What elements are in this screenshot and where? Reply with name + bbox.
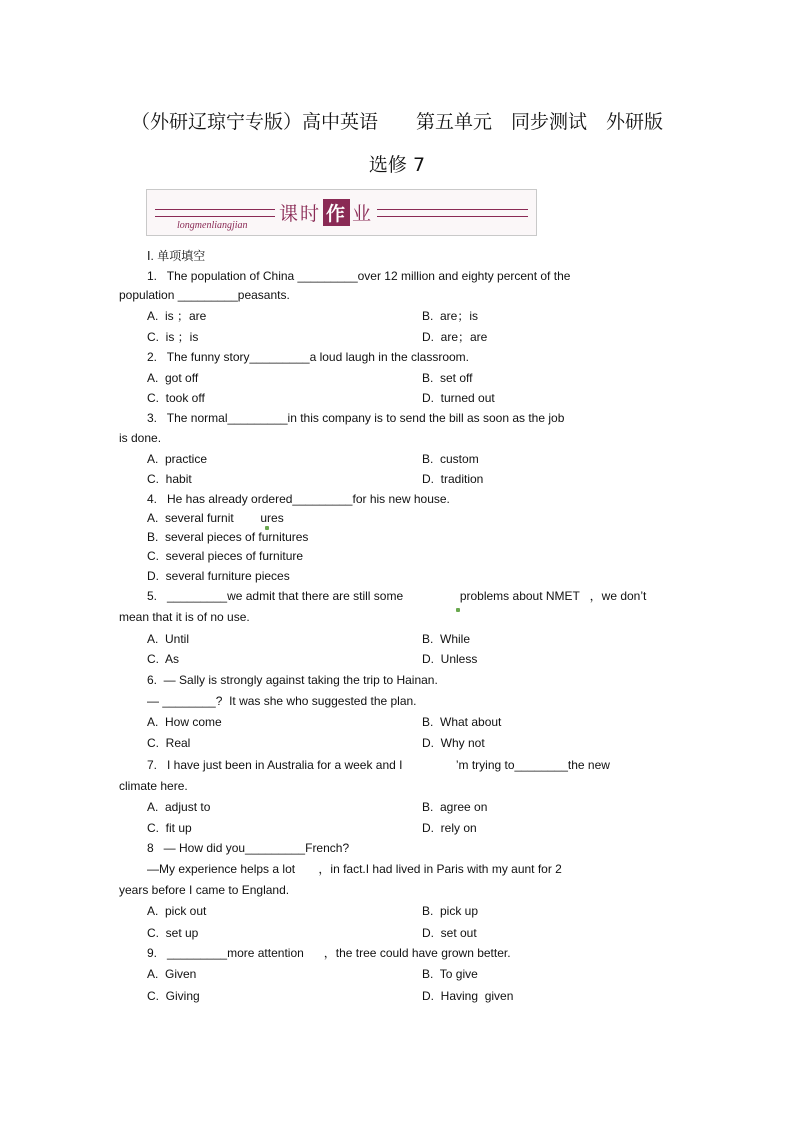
question-1-option-c: C. is ；is [147,330,199,344]
question-2-option-b: B. set off [422,371,473,385]
question-5-option-c: C. As [147,652,180,666]
question-3-line-1: 3. The normal_________in this company is to send the bill as soon as the job [147,411,565,425]
question-6-line-1: 6. — Sally is strongly against taking the trip to Hainan. [147,673,438,687]
question-8-option-c: C. set up [147,926,199,940]
question-9-option-c: C. Giving [147,989,200,1003]
document-title-line1: （外研辽琼宁专版）高中英语 第五单元 同步测试 外研版 [130,111,663,133]
question-3-option-b: B. custom [422,452,479,466]
question-7-option-b: B. agree on [422,800,488,814]
question-4-option-d: D. several furniture pieces [147,569,290,583]
question-5-option-a: A. Until [147,632,190,646]
question-2-option-c: C. took off [147,391,205,405]
question-9-line-1: 9. _________more attention ，the tree could have grown better. [147,946,511,960]
question-5-option-d: D. Unless [422,652,478,666]
question-5-line-1: 5. _________we admit that there are still some problems about NMET ，we don’t [147,589,647,603]
question-2-option-d: D. turned out [422,391,495,405]
section-heading: Ⅰ. 单项填空 [147,249,206,263]
banner-title-highlight: 作 [323,199,350,226]
question-2-line-1: 2. The funny story_________a loud laugh in the classroom. [147,350,469,364]
question-8-option-d: D. set out [422,926,477,940]
question-4-option-a: A. several furnit ures [147,511,284,525]
question-9-option-a: A. Given [147,967,197,981]
question-3-option-d: D. tradition [422,472,484,486]
question-3-line-2: is done. [119,431,162,445]
question-6-option-b: B. What about [422,715,502,729]
question-6-option-a: A. How come [147,715,222,729]
scan-mark [456,608,460,612]
banner-title-before: 课时 [279,203,322,225]
question-9-option-d: D. Having given [422,989,514,1003]
question-2-option-a: A. got off [147,371,199,385]
question-8-line-3: years before I came to England. [119,883,290,897]
question-1-option-b: B. are；is [422,309,479,323]
question-4-option-b: B. several pieces of furnitures [147,530,309,544]
question-1-line-1: 1. The population of China _________over 12 million and eighty percent of the [147,269,571,283]
question-8-option-a: A. pick out [147,904,207,918]
question-7-line-1: 7. I have just been in Australia for a week and I ’m trying to________the new [147,758,610,772]
question-7-line-2: climate here. [119,779,188,793]
question-6-line-2: — ________? It was she who suggested the plan. [147,694,417,708]
question-4-option-c: C. several pieces of furniture [147,549,304,563]
question-7-option-c: C. fit up [147,821,192,835]
banner-subtitle: longmenliangjian [177,220,248,231]
document-title-line2: 选修 7 [368,154,426,176]
question-8-line-2: —My experience helps a lot ，in fact.I had lived in Paris with my aunt for 2 [147,862,562,876]
question-4-line-1: 4. He has already ordered_________for his new house. [147,492,450,506]
question-6-option-c: C. Real [147,736,191,750]
question-8-option-b: B. pick up [422,904,479,918]
question-1-option-d: D. are；are [422,330,488,344]
banner-title-after: 业 [352,203,374,225]
question-7-option-a: A. adjust to [147,800,211,814]
lesson-banner [146,189,537,236]
question-5-line-2: mean that it is of no use. [119,610,250,624]
question-3-option-c: C. habit [147,472,192,486]
question-7-option-d: D. rely on [422,821,477,835]
question-6-option-d: D. Why not [422,736,485,750]
question-3-option-a: A. practice [147,452,208,466]
question-1-option-a: A. is ；are [147,309,207,323]
question-5-option-b: B. While [422,632,471,646]
question-1-line-2: population _________peasants. [119,288,290,302]
banner-title [275,199,377,226]
question-9-option-b: B. To give [422,967,478,981]
question-8-line-1: 8 — How did you_________French? [147,841,350,855]
